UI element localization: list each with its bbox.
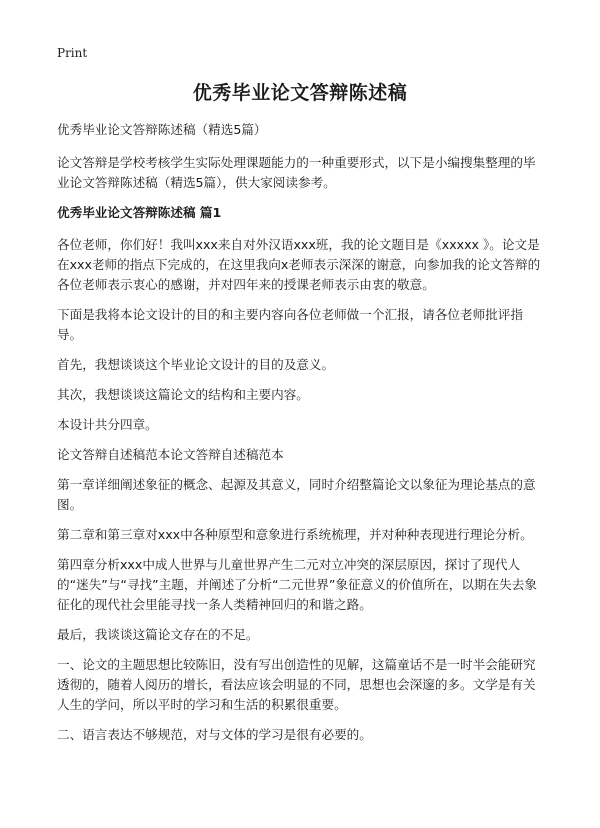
body-paragraph: 第四章分析xxx中成人世界与儿童世界产生二元对立冲突的深层原因，探讨了现代人的“迷失”与“寻找”主题，并阐述了分析“二元世界”象征意义的价值所在，以期在失去象征化的现代社会里能寻找一条人类精神回归的和谐之路。: [57, 557, 537, 612]
body-paragraph: 二、语言表达不够规范，对与文体的学习是很有必要的。: [57, 727, 372, 742]
body-paragraph: 下面是我将本论文设计的目的和主要内容向各位老师做一个汇报，请各位老师批评指导。: [57, 307, 523, 342]
body-paragraph: 一、论文的主题思想比较陈旧，没有写出创造性的见解，这篇童话不是一时半会能研究透彻的，随着人阅历的增长，看法应该会明显的不同，思想也会深邃的多。文学是有关人生的学问，所以平时的学习和生活的积累很重要。: [57, 657, 536, 712]
body-paragraph: 最后，我谈谈这篇论文存在的不足。: [57, 627, 259, 642]
body-paragraph: 各位老师，你们好！我叫xxx来自对外汉语xxx班，我的论文题目是《xxxxx 》。论文是在xxx老师的指点下完成的，在这里我向x老师表示深深的谢意，向参加我的论文答辩的各位老师表示衷心的感谢，并对四年来的授课老师表示由衷的敬意。: [57, 237, 541, 292]
document-body: [57, 120, 547, 755]
intro-paragraph: 论文答辩是学校考核学生实际处理课题能力的一种重要形式，以下是小编搜集整理的毕业论文答辩陈述稿（精选5篇），供大家阅读参考。: [57, 155, 536, 190]
body-paragraph: 本设计共分四章。: [57, 417, 158, 432]
subtitle-paragraph: 优秀毕业论文答辩陈述稿（精选5篇）: [57, 122, 267, 137]
body-paragraph: 第一章详细阐述象征的概念、起源及其意义，同时介绍整篇论文以象征为理论基点的意图。: [57, 477, 536, 512]
body-paragraph: 其次，我想谈谈这篇论文的结构和主要内容。: [57, 387, 309, 402]
body-paragraph: 首先，我想谈谈这个毕业论文设计的目的及意义。: [57, 357, 335, 372]
body-paragraph: 第二章和第三章对xxx中各种原型和意象进行系统梳理，并对种种表现进行理论分析。: [57, 527, 533, 542]
section-heading: 优秀毕业论文答辩陈述稿 篇1: [57, 205, 222, 220]
page-title: 优秀毕业论文答辩陈述稿: [192, 82, 408, 104]
print-link[interactable]: Print: [57, 46, 88, 60]
body-paragraph: 论文答辩自述稿范本论文答辩自述稿范本: [57, 447, 284, 462]
